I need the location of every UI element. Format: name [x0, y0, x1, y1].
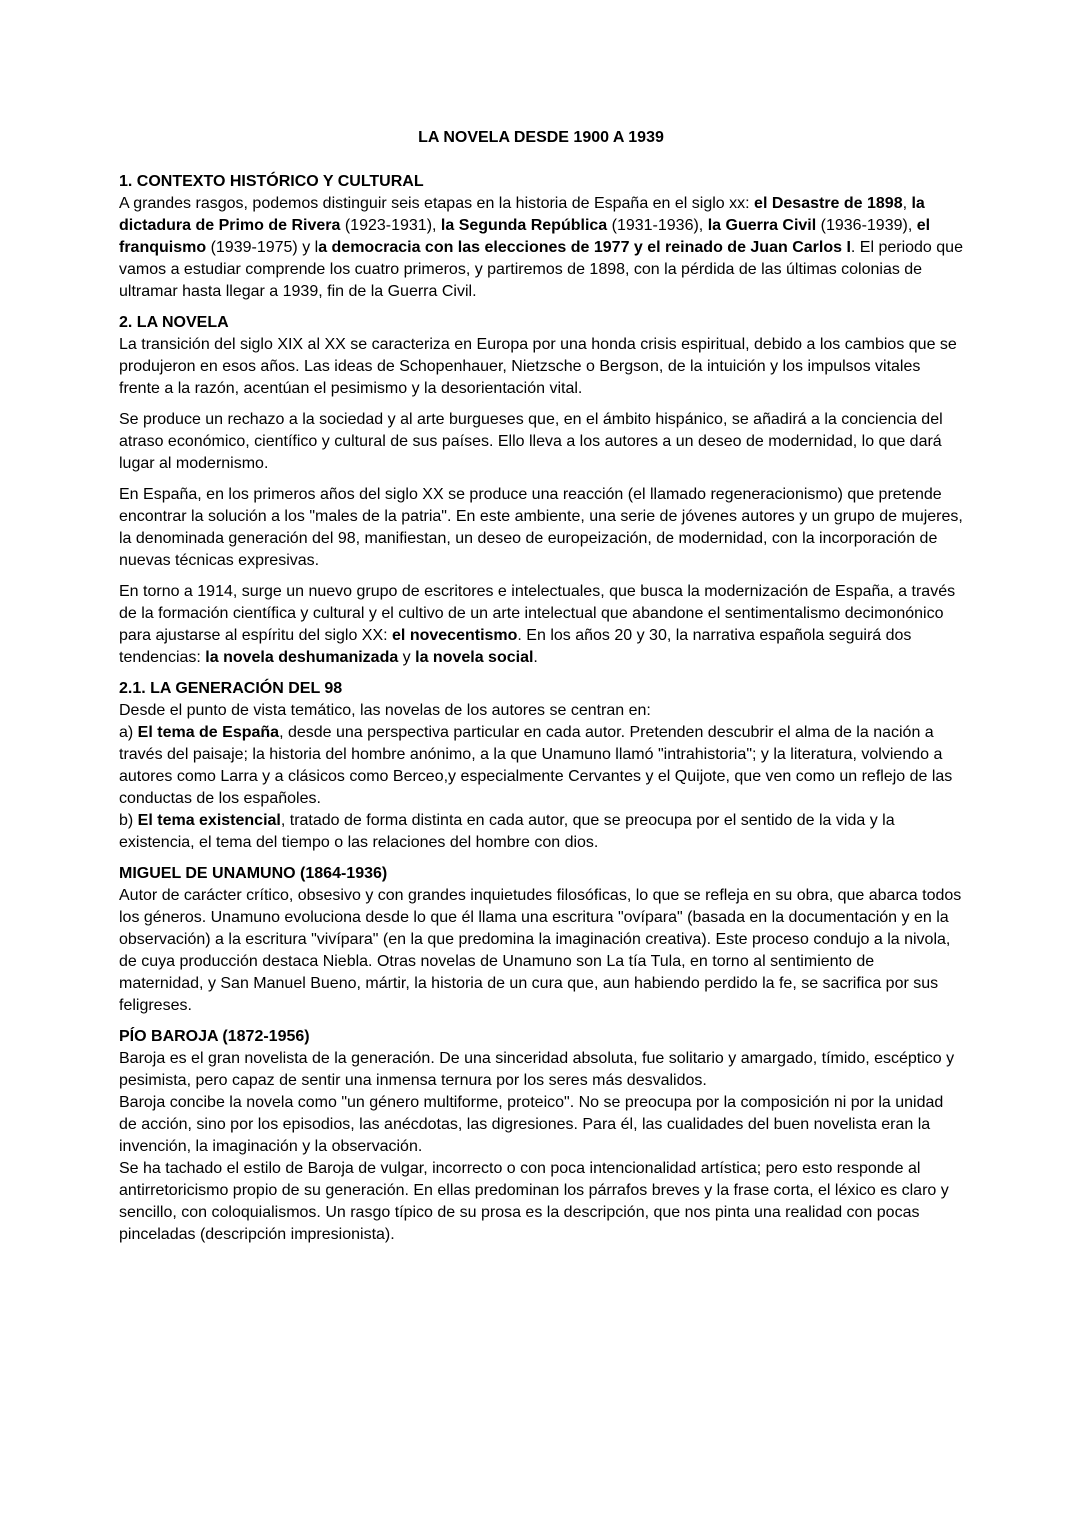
- bold-text-run: la novela deshumanizada: [205, 649, 399, 666]
- text-run: (1936-1939),: [816, 217, 917, 234]
- para-baroja-estilo: [119, 1158, 963, 1246]
- document-body: [119, 171, 963, 1246]
- document-title: LA NOVELA DESDE 1900 A 1939: [418, 129, 664, 146]
- section-heading-contexto: [119, 171, 963, 193]
- text-run: .: [533, 649, 538, 666]
- text-run: A grandes rasgos, podemos distinguir seis etapas en la historia de España en el siglo xx:: [119, 195, 755, 212]
- text-run: (1923-1931),: [340, 217, 441, 234]
- bold-text-run: el franquismo: [119, 217, 931, 256]
- text-run: b): [119, 812, 138, 829]
- para-gen98-tema-existencial: [119, 810, 963, 854]
- text-run: , tratado de forma distinta en cada autor, que se preocupa por el sentido de la vida y la existencia, el tema del tiempo o las relaciones del hombre con dios.: [119, 812, 895, 851]
- section-heading-baroja: [119, 1026, 963, 1048]
- bold-text-run: MIGUEL DE UNAMUNO (1864-1936): [119, 865, 388, 882]
- text-run: Desde el punto de vista temático, las novelas de los autores se centran en:: [119, 702, 651, 719]
- section-heading-generacion-98: [119, 678, 963, 700]
- text-run: y: [398, 649, 416, 666]
- section-heading-unamuno: [119, 863, 963, 885]
- text-run: En torno a 1914, surge un nuevo grupo de escritores e intelectuales, que busca la modernización de España, a través de la formación científica y cultural y el cultivo de un arte intelectual que abandone el sentimentalismo decimonónico para ajustarse al espíritu del siglo XX:: [119, 583, 956, 644]
- bold-text-run: la Guerra Civil: [707, 217, 817, 234]
- text-run: ,: [902, 195, 912, 212]
- section-heading-la-novela: [119, 312, 963, 334]
- para-novela-rechazo: [119, 409, 963, 475]
- text-run: (1931-1936),: [607, 217, 708, 234]
- bold-text-run: el Desastre de 1898: [754, 195, 903, 212]
- para-novela-novecentismo: [119, 581, 963, 669]
- text-run: (1939-1975) y l: [206, 239, 319, 256]
- bold-text-run: 1. CONTEXTO HISTÓRICO Y CULTURAL: [119, 173, 424, 190]
- text-run: Baroja concibe la novela como "un género multiforme, proteico". No se preocupa por la composición ni por la unidad de acción, sino por los episodios, las anécdotas, las digresiones. Para él, las cualidades del buen novelista eran la invención, la imaginación y la observación.: [119, 1094, 944, 1155]
- para-contexto: [119, 193, 963, 303]
- bold-text-run: 2.1. LA GENERACIÓN DEL 98: [119, 680, 343, 697]
- bold-text-run: El tema existencial: [137, 812, 281, 829]
- bold-text-run: la novela social: [415, 649, 534, 666]
- text-run: , desde una perspectiva particular en cada autor. Pretenden descubrir el alma de la nación a través del paisaje; la historia del hombre anónimo, a la que Unamuno llamó "intrahistoria"; y la literatura, volviendo a autores como Larra y a clásicos como Berceo,y especialmente Cervantes y el Quijote, que ven como un reflejo de las conductas de los españoles.: [119, 724, 953, 807]
- text-run: Baroja es el gran novelista de la generación. De una sinceridad absoluta, fue solitario y amargado, tímido, escéptico y pesimista, pero capaz de sentir una inmensa ternura por los seres más desvalidos.: [119, 1050, 955, 1089]
- text-run: Se ha tachado el estilo de Baroja de vulgar, incorrecto o con poca intencionalidad artística; pero esto responde al antirretoricismo propio de su generación. En ellas predominan los párrafos breves y la frase corta, el léxico es claro y sencillo, con coloquialismos. Un rasgo típico de su prosa es la descripción, que nos pinta una realidad con pocas pinceladas (descripción impresionista).: [119, 1160, 949, 1243]
- text-run: . En los años 20 y 30, la narrativa española seguirá dos tendencias:: [119, 627, 912, 666]
- text-run: Se produce un rechazo a la sociedad y al arte burgueses que, en el ámbito hispánico, se añadirá a la conciencia del atraso económico, científico y cultural de sus países. Ello lleva a los autores a un deseo de modernidad, lo que dará lugar al modernismo.: [119, 411, 943, 472]
- text-run: La transición del siglo XIX al XX se caracteriza en Europa por una honda crisis espiritual, debido a los cambios que se produjeron en esos años. Las ideas de Schopenhauer, Nietzsche o Bergson, de la intuición y los impulsos vitales frente a la razón, acentúan el pesimismo y la desorientación vital.: [119, 336, 957, 397]
- para-gen98-intro: [119, 700, 963, 722]
- para-novela-regeneracionismo: [119, 484, 963, 572]
- text-run: En España, en los primeros años del siglo XX se produce una reacción (el llamado regeneracionismo) que pretende encontrar la solución a los "males de la patria". En este ambiente, una serie de jóvenes autores y un grupo de mujeres, la denominada generación del 98, manifiestan, un deseo de europeización, de modernidad, con la incorporación de nuevas técnicas expresivas.: [119, 486, 963, 569]
- bold-text-run: el novecentismo: [392, 627, 518, 644]
- para-gen98-tema-espana: [119, 722, 963, 810]
- bold-text-run: la dictadura de Primo de Rivera: [119, 195, 925, 234]
- bold-text-run: la Segunda República: [440, 217, 608, 234]
- text-run: . El periodo que vamos a estudiar comprende los cuatro primeros, y partiremos de 1898, con la pérdida de las últimas colonias de ultramar hasta llegar a 1939, fin de la Guerra Civil.: [119, 239, 963, 300]
- text-run: Autor de carácter crítico, obsesivo y con grandes inquietudes filosóficas, lo que se refleja en su obra, que abarca todos los géneros. Unamuno evoluciona desde lo que él llama una escritura "ovípara" (basada en la documentación y en la observación) a la escritura "vivípara" (en la que predomina la imaginación creativa). Este proceso condujo a la nivola, de cuya producción destaca Niebla. Otras novelas de Unamuno son La tía Tula, en torno al sentimiento de maternidad, y San Manuel Bueno, mártir, la historia de un cura que, aun habiendo perdido la fe, se sacrifica por sus feligreses.: [119, 887, 962, 1014]
- bold-text-run: a democracia con las elecciones de 1977 y el reinado de Juan Carlos I: [318, 239, 851, 256]
- para-baroja-sinceridad: [119, 1048, 963, 1092]
- bold-text-run: 2. LA NOVELA: [119, 314, 229, 331]
- bold-text-run: El tema de España: [137, 724, 280, 741]
- para-unamuno: [119, 885, 963, 1017]
- bold-text-run: PÍO BAROJA (1872-1956): [119, 1028, 310, 1045]
- para-baroja-concepcion: [119, 1092, 963, 1158]
- text-run: a): [119, 724, 138, 741]
- para-novela-transicion: [119, 334, 963, 400]
